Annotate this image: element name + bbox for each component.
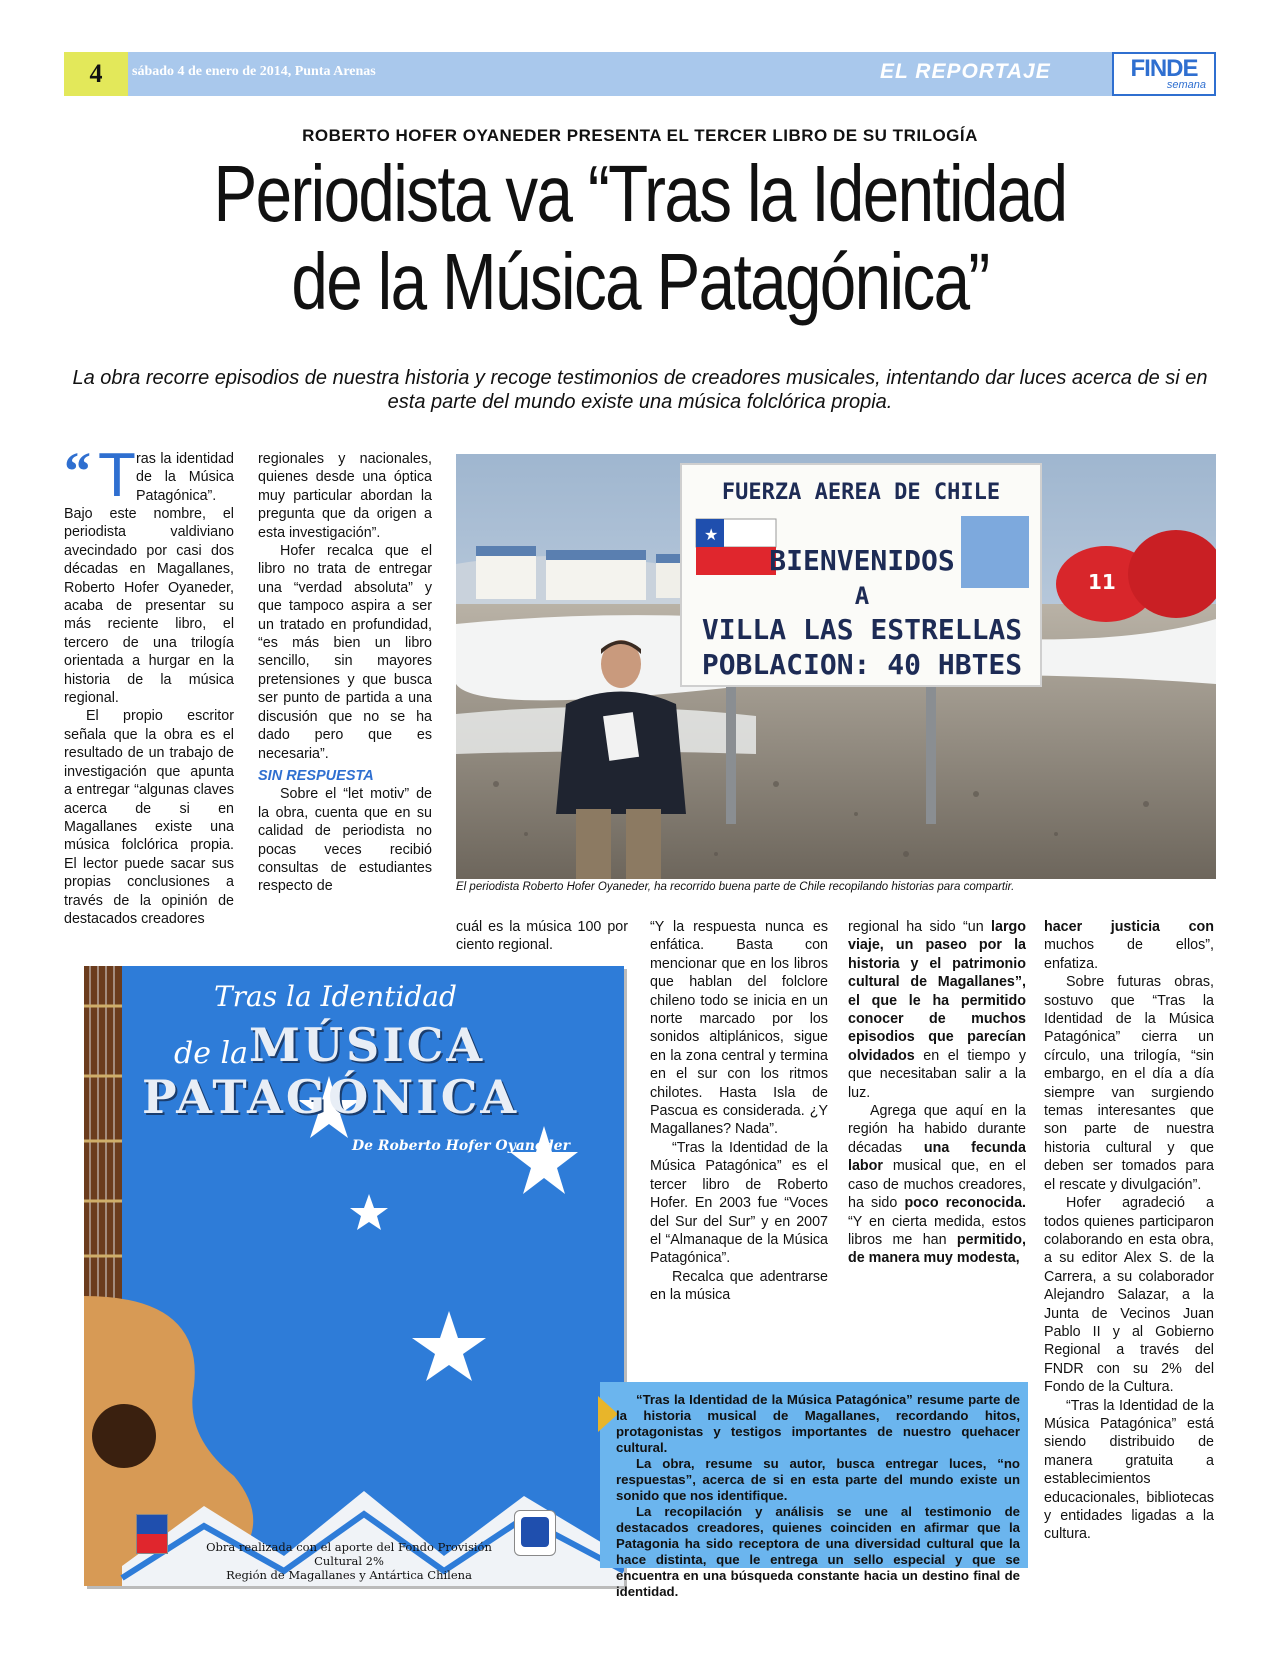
cover-footer xyxy=(194,1540,504,1582)
logo-bottom-text: semana xyxy=(1166,78,1206,91)
pull-quote-paragraph: “Tras la Identidad de la Música Patagónica” resume parte de la historia musical de Magallanes, recordando hitos, protagonistas y testigos importantes de nuestro quehacer cultural. xyxy=(616,1392,1020,1455)
cover-title-line-2: MÚSICA xyxy=(249,1018,486,1072)
pull-quote-paragraph: La recopilación y análisis se une al testimonio de destacados creadores, quienes coinciden en afirmar que la Patagonia ha sido receptora de una diversidad cultural que la hace distinta, que le entrega un sello especial y que se encuentra en una búsqueda constante hacia un destino final de identidad. xyxy=(616,1504,1020,1599)
text-run: “Y en cierta medida, estos libros me han xyxy=(848,1213,1026,1248)
column-2 xyxy=(258,450,432,896)
paragraph: “Y la respuesta nunca es enfática. Basta con mencionar que en los libros que hablan del folclore chileno todo se inicia en un norte marcado por los sonidos altiplánicos, sigue en la zona central y termina en el sur con los ritmos chilotes. Hasta Isla de Pascua es considerada. ¿Y Magallanes? Nada”. xyxy=(650,919,828,1138)
section-name: EL REPORTAJE xyxy=(880,60,1051,83)
photo-caption: El periodista Roberto Hofer Oyaneder, ha recorrido buena parte de Chile recopilando historias para compartir. xyxy=(456,881,1015,893)
column-3 xyxy=(456,918,628,955)
svg-text:★: ★ xyxy=(704,527,719,544)
paragraph: Recalca que adentrarse en la música xyxy=(650,1268,828,1304)
text-run: musical que, en el caso de muchos creadores, ha sido xyxy=(848,1158,1026,1212)
column-6 xyxy=(1044,918,1214,1544)
headline-line-1: Periodista va “Tras la Identidad xyxy=(213,149,1067,238)
pull-quote-paragraph: La obra, resume su autor, busca entregar luces, “no respuestas”, acerca de si en esta parte del mundo existe un sonido que nos identifique. xyxy=(616,1456,1020,1503)
text-run-bold: permitido, de manera muy modesta, xyxy=(848,1231,1026,1267)
cover-footer-line-1: Obra realizada con el aporte del Fondo Provisión Cultural 2% xyxy=(206,1540,492,1568)
cover-title-line-3: PATAGÓNICA xyxy=(142,1070,520,1124)
government-logo xyxy=(136,1514,168,1554)
deck: La obra recorre episodios de nuestra historia y recoge testimonios de creadores musicales, intentando dar luces acerca de si en esta parte del mundo existe una música folclórica propia. xyxy=(72,367,1208,413)
sign-line-1: FUERZA AEREA DE CHILE xyxy=(721,480,1001,505)
paragraph: “Tras la Identidad de la Música Patagónica” es el tercer libro de Roberto Hofer. En 2003 fue “Voces del Sur del Sur” y en 2007 el “Almanaque de la Música Patagónica”. xyxy=(650,1139,828,1267)
pull-quote xyxy=(616,1392,1020,1600)
text-run: muchos de ellos”, enfatiza. xyxy=(1044,937,1214,972)
dropcap-quote: “ xyxy=(64,441,91,501)
dropcap-letter: T xyxy=(98,441,136,510)
sign-line-4: VILLA LAS ESTRELLAS xyxy=(701,613,1023,646)
text-run-bold: poco reconocida. xyxy=(904,1195,1027,1212)
paragraph xyxy=(848,1102,1026,1268)
sign-line-2: BIENVENIDOS xyxy=(769,544,955,577)
column-5 xyxy=(848,918,1026,1268)
paragraph xyxy=(1044,918,1214,973)
paragraph xyxy=(848,918,1026,1102)
subheading: SIN RESPUESTA xyxy=(258,767,374,784)
paragraph: cuál es la música 100 por ciento regional. xyxy=(456,919,628,954)
text-run: regional ha sido “un xyxy=(848,919,992,935)
regional-crest-icon xyxy=(514,1510,556,1556)
text-run-bold: largo viaje, un paseo por la historia y el patrimonio cultural de Magallanes”, el que le ha permitido conocer de muchos episodios que parecían olvidados xyxy=(848,919,1026,1064)
column-1 xyxy=(64,505,234,928)
paragraph: Bajo este nombre, el periodista valdiviano avecindado por casi dos décadas en Magallanes, Roberto Hofer Oyaneder, acaba de presentar su más reciente libro, el tercero de una trilogía orientada a hurgar en la historia de la música regional. xyxy=(64,506,234,707)
text-run-bold: hacer justicia con xyxy=(1044,919,1214,935)
book-cover xyxy=(84,966,624,1586)
paragraph: Hofer agradeció a todos quienes participaron colaborando en esta obra, a su editor Alex S. de la Carrera, a su colaborador Alejandro Salazar, a la Junta de Vecinos Juan Pablo II y al Gobierno Regional a través del FNDR con su 2% del Fondo de la Cultura. xyxy=(1044,1195,1214,1396)
article-photo xyxy=(456,454,1216,879)
page-number: 4 xyxy=(64,52,128,96)
headline xyxy=(115,150,1165,326)
paragraph: Hofer recalca que el libro no trata de entregar una “verdad absoluta” y que tampoco aspira a ser un tratado en profundidad, “es más bien un libro sencillo, sin mayores pretensiones y que busca ser punto de partida a una discusión que no se ha dado pero que es necesaria”. xyxy=(258,543,432,762)
paragraph: El propio escritor señala que la obra es el resultado de un trabajo de investigación que apunta a entregar “algunas claves acerca de si en Magallanes existe una música folclórica propia. El lector puede sacar sus propias conclusiones a través de la opinión de destacados creadores xyxy=(64,708,234,927)
lead-text: ras la identidad de la Música Patagónica”. xyxy=(136,451,234,504)
finde-semana-logo xyxy=(1112,52,1216,96)
column-4 xyxy=(650,918,828,1305)
cover-footer-line-2: Región de Magallanes y Antártica Chilena xyxy=(226,1568,472,1582)
cover-author: De Roberto Hofer Oyaneder xyxy=(352,1138,570,1154)
dateline: sábado 4 de enero de 2014, Punta Arenas xyxy=(132,64,376,79)
paragraph: “Tras la Identidad de la Música Patagónica” está siendo distribuido de manera gratuita a establecimientos educacionales, bibliotecas y entidades ligadas a la cultura. xyxy=(1044,1397,1214,1543)
sign-line-5: POBLACION: 40 HBTES xyxy=(701,648,1023,681)
tank-number: 11 xyxy=(1088,570,1116,594)
text-run-bold: una fecunda labor xyxy=(848,1139,1026,1175)
logo-top-text: FINDE xyxy=(1130,54,1198,82)
cover-title-prefix: de la xyxy=(174,1036,248,1071)
text-run: en el tiempo y que necesitaban salir a la luz. xyxy=(848,1047,1026,1101)
pull-quote-arrow-icon xyxy=(598,1396,618,1432)
photo-scene xyxy=(456,454,1216,879)
text-run: Agrega que aquí en la región ha habido durante décadas xyxy=(848,1103,1026,1156)
kicker: ROBERTO HOFER OYANEDER PRESENTA EL TERCER LIBRO DE SU TRILOGÍA xyxy=(302,126,978,145)
paragraph: Sobre el “let motiv” de la obra, cuenta que en su calidad de periodista no pocas veces recibió consultas de estudiantes respecto de xyxy=(258,786,432,895)
paragraph: regionales y nacionales, quienes desde una óptica muy particular abordan la pregunta que da origen a esta investigación”. xyxy=(258,451,432,541)
headline-line-2: de la Música Patagónica” xyxy=(291,237,989,326)
paragraph: Sobre futuras obras, sostuvo que “Tras la Identidad de la Música Patagónica” cierra un círculo, una trilogía, “sin embargo, en el día a día siempre van surgiendo temas interesantes que son parte de nuestra historia cultural y que deben ser tomados para el rescate y divulgación”. xyxy=(1044,974,1214,1193)
sign-line-3: A xyxy=(854,582,870,610)
cover-title-line-1: Tras la Identidad xyxy=(214,980,457,1013)
